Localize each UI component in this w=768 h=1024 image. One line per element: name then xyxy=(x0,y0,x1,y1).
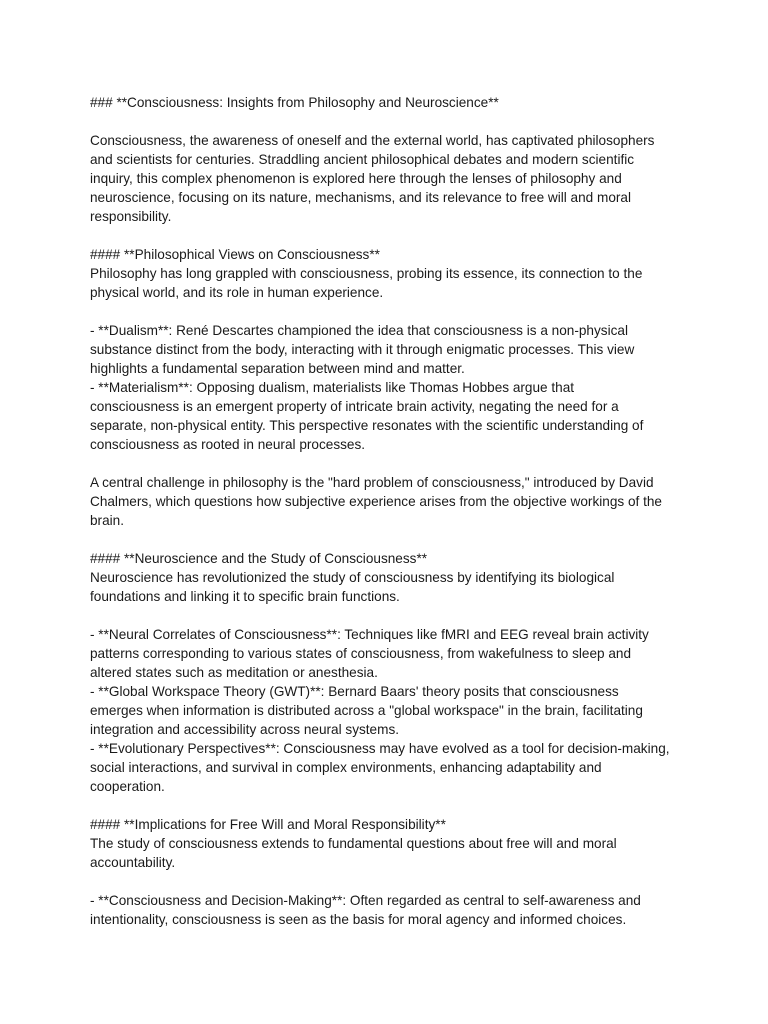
text-line: Philosophy has long grappled with consciousness, probing its essence, its connection to the xyxy=(90,266,643,281)
blank-line xyxy=(90,872,690,891)
list-item: - **Evolutionary Perspectives**: Consciousness may have evolved as a tool for decision-making, xyxy=(90,741,670,756)
hard-problem-paragraph xyxy=(90,473,690,530)
philosophy-list xyxy=(90,321,690,454)
section-free-will xyxy=(90,815,690,872)
list-item: - **Materialism**: Opposing dualism, materialists like Thomas Hobbes argue that xyxy=(90,380,575,395)
text-line: altered states such as meditation or anesthesia. xyxy=(90,665,378,680)
text-line: substance distinct from the body, interacting with it through enigmatic processes. This view xyxy=(90,342,635,357)
blank-line xyxy=(90,112,690,131)
text-line: responsibility. xyxy=(90,209,172,224)
list-item: - **Global Workspace Theory (GWT)**: Bernard Baars' theory posits that consciousness xyxy=(90,684,619,699)
intro-paragraph xyxy=(90,131,690,226)
text-line: separate, non-physical entity. This perspective resonates with the scientific understanding of xyxy=(90,418,644,433)
text-line: consciousness as rooted in neural processes. xyxy=(90,437,366,452)
neuroscience-list xyxy=(90,625,690,796)
text-line: and scientists for centuries. Straddling ancient philosophical debates and modern scientific xyxy=(90,152,635,167)
text-line: brain. xyxy=(90,513,125,528)
text-line: highlights a fundamental separation between mind and matter. xyxy=(90,361,465,376)
title-line: ### **Consciousness: Insights from Philosophy and Neuroscience** xyxy=(90,95,499,110)
text-line: cooperation. xyxy=(90,779,165,794)
text-line: emerges when information is distributed across a "global workspace" in the brain, facilitating xyxy=(90,703,643,718)
section-heading: #### **Implications for Free Will and Moral Responsibility** xyxy=(90,817,446,832)
list-item: - **Consciousness and Decision-Making**: Often regarded as central to self-awareness and xyxy=(90,893,641,908)
document-title xyxy=(90,93,690,112)
text-line: accountability. xyxy=(90,855,176,870)
text-line: integration and accessibility across neural systems. xyxy=(90,722,400,737)
blank-line xyxy=(90,454,690,473)
text-line: foundations and linking it to specific brain functions. xyxy=(90,589,400,604)
text-line: Consciousness, the awareness of oneself and the external world, has captivated philosophers xyxy=(90,133,655,148)
blank-line xyxy=(90,302,690,321)
text-line: A central challenge in philosophy is the "hard problem of consciousness," introduced by David xyxy=(90,475,654,490)
text-line: neuroscience, focusing on its nature, mechanisms, and its relevance to free will and moral xyxy=(90,190,632,205)
blank-line xyxy=(90,796,690,815)
text-line: Chalmers, which questions how subjective experience arises from the objective workings of the xyxy=(90,494,662,509)
blank-line xyxy=(90,606,690,625)
blank-line xyxy=(90,530,690,549)
text-line: inquiry, this complex phenomenon is explored here through the lenses of philosophy and xyxy=(90,171,622,186)
document-page xyxy=(90,93,690,929)
text-line: The study of consciousness extends to fundamental questions about free will and moral xyxy=(90,836,617,851)
section-philosophical-views xyxy=(90,245,690,302)
text-line: intentionality, consciousness is seen as the basis for moral agency and informed choices. xyxy=(90,912,627,927)
text-line: Neuroscience has revolutionized the study of consciousness by identifying its biological xyxy=(90,570,615,585)
text-line: physical world, and its role in human experience. xyxy=(90,285,384,300)
blank-line xyxy=(90,226,690,245)
section-heading: #### **Neuroscience and the Study of Consciousness** xyxy=(90,551,428,566)
section-neuroscience xyxy=(90,549,690,606)
list-item: - **Dualism**: René Descartes championed the idea that consciousness is a non-physical xyxy=(90,323,628,338)
text-line: social interactions, and survival in complex environments, enhancing adaptability and xyxy=(90,760,602,775)
free-will-list xyxy=(90,891,690,929)
list-item: - **Neural Correlates of Consciousness**: Techniques like fMRI and EEG reveal brain activity xyxy=(90,627,649,642)
text-line: consciousness is an emergent property of intricate brain activity, negating the need for a xyxy=(90,399,619,414)
text-line: patterns corresponding to various states of consciousness, from wakefulness to sleep and xyxy=(90,646,632,661)
section-heading: #### **Philosophical Views on Consciousness** xyxy=(90,247,380,262)
